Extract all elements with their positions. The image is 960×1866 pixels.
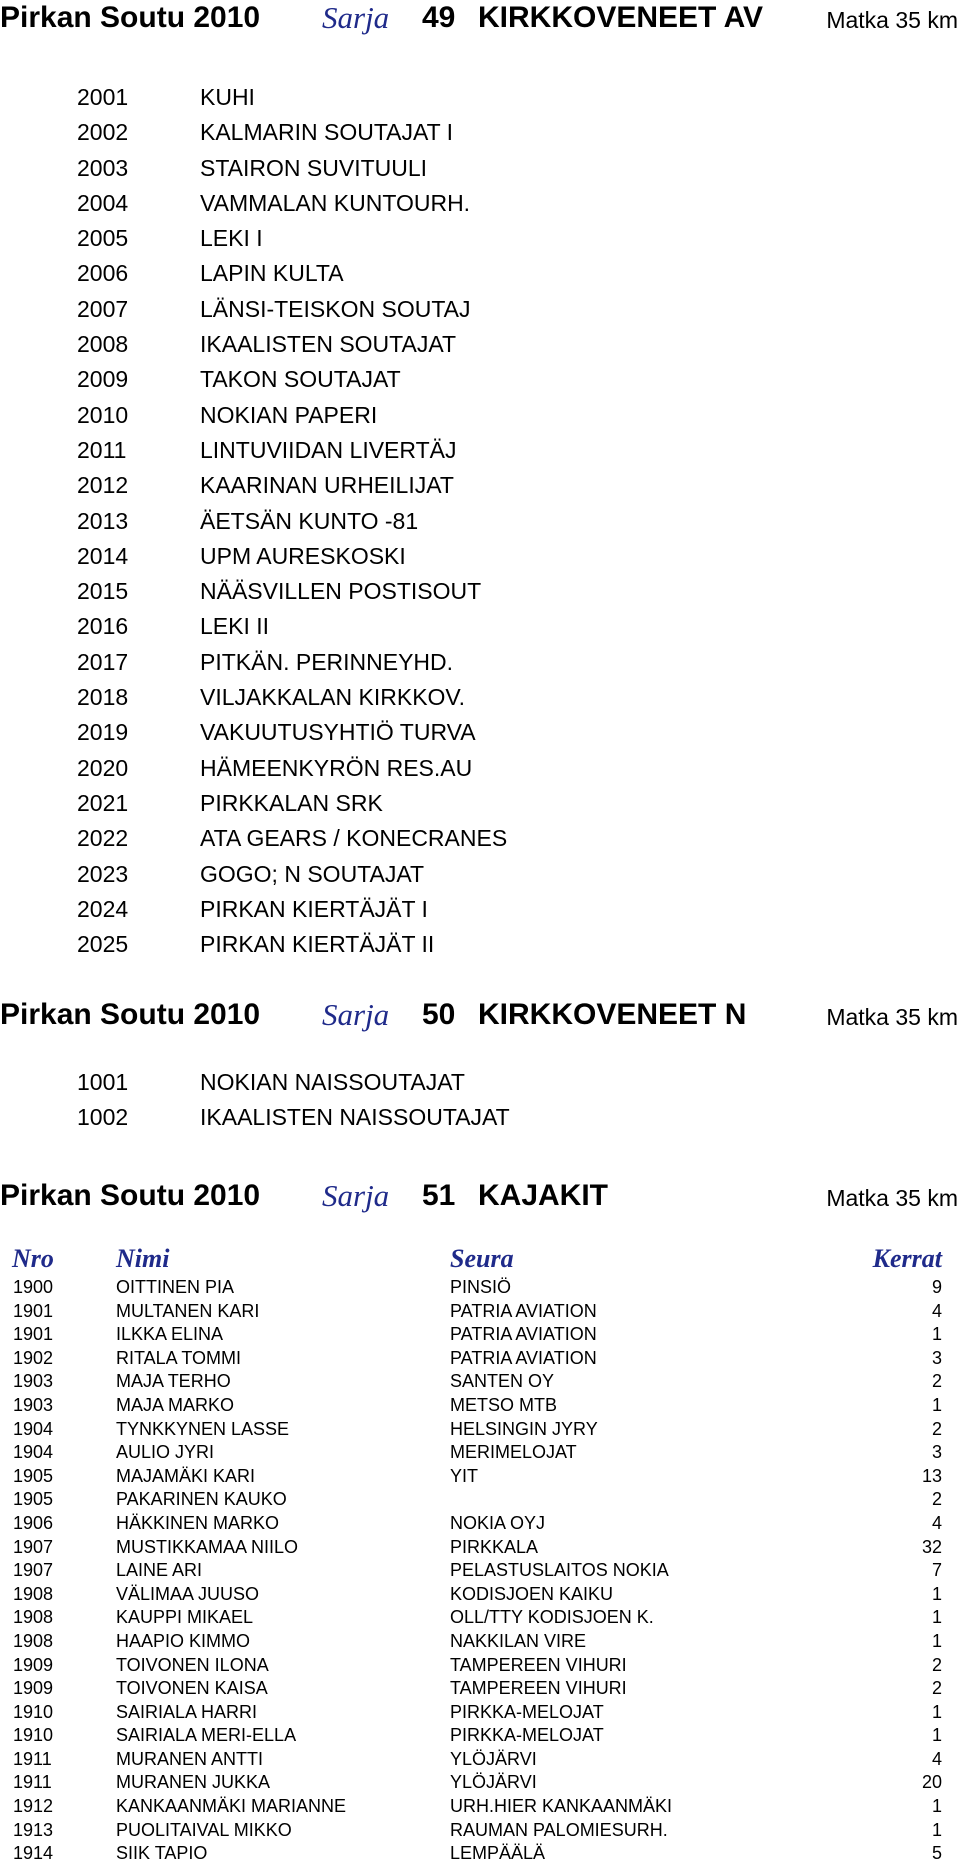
team-number: 2003 [77,154,129,181]
table-row [0,1795,960,1819]
row-nimi: TYNKKYNEN LASSE [116,1418,290,1439]
team-list-50 [0,1065,960,1136]
row-nimi: MAJA MARKO [116,1394,235,1415]
kajakit-table-body [0,1276,960,1866]
row-nimi: SAIRIALA HARRI [116,1701,258,1722]
table-row [0,1559,960,1583]
team-number: 2020 [77,754,129,781]
row-nro: 1911 [13,1748,52,1769]
team-row [0,292,960,327]
team-name: PIRKAN KIERTÄJÄT I [200,895,428,922]
team-name: KAARINAN URHEILIJAT [200,472,454,499]
row-seura: RAUMAN PALOMIESURH. [450,1819,668,1840]
team-name: KALMARIN SOUTAJAT I [200,119,454,146]
team-name: LINTUVIIDAN LIVERTÄJ [200,436,457,463]
team-row [0,221,960,256]
row-nro: 1905 [13,1489,54,1510]
team-number: 2025 [77,931,129,958]
team-number: 2022 [77,825,129,852]
row-nro: 1911 [13,1772,52,1793]
column-header-seura: Seura [450,1244,514,1273]
row-kerrat: 1 [931,1394,942,1415]
team-number: 2006 [77,260,129,287]
category-title: KIRKKOVENEET N [478,998,747,1031]
row-nimi: MURANEN JUKKA [116,1772,271,1793]
table-row [0,1606,960,1630]
team-row [0,186,960,221]
sarja-number: 51 [422,1179,456,1212]
table-row [0,1701,960,1725]
row-kerrat: 1 [931,1324,942,1345]
team-name: TAKON SOUTAJAT [200,366,401,393]
row-nimi: KAUPPI MIKAEL [116,1607,254,1628]
team-row [0,468,960,503]
team-number: 2017 [77,648,129,675]
row-kerrat: 13 [921,1465,942,1486]
table-row [0,1748,960,1772]
row-nro: 1909 [13,1678,54,1699]
row-kerrat: 1 [931,1796,942,1817]
table-row [0,1276,960,1300]
row-nro: 1913 [13,1819,54,1840]
table-row [0,1512,960,1536]
row-seura: TAMPEREEN VIHURI [450,1654,627,1675]
row-kerrat: 20 [921,1772,942,1793]
row-nimi: AULIO JYRI [116,1442,215,1463]
table-row [0,1441,960,1465]
team-row [0,927,960,962]
team-row [0,115,960,150]
team-row [0,539,960,574]
row-seura: PIRKKALA [450,1536,539,1557]
row-seura: NAKKILAN VIRE [450,1630,587,1651]
event-title: Pirkan Soutu 2010 [0,1,261,34]
row-seura: YIT [450,1465,479,1486]
row-nimi: PUOLITAIVAL MIKKO [116,1819,292,1840]
sarja-label: Sarja [322,0,390,35]
category-title: KAJAKIT [478,1179,609,1212]
table-row [0,1630,960,1654]
team-number: 2007 [77,295,129,322]
row-kerrat: 7 [931,1560,942,1581]
table-row [0,1488,960,1512]
table-row [0,1323,960,1347]
row-nro: 1905 [13,1465,54,1486]
row-seura: KODISJOEN KAIKU [450,1583,614,1604]
row-kerrat: 2 [931,1678,942,1699]
team-row [0,857,960,892]
row-seura: NOKIA OYJ [450,1512,546,1533]
team-number: 2019 [77,719,129,746]
table-row [0,1654,960,1678]
row-nimi: MUSTIKKAMAA NIILO [116,1536,299,1557]
row-seura: PINSIÖ [450,1277,512,1297]
row-nimi: TOIVONEN KAISA [116,1678,268,1699]
row-kerrat: 4 [931,1512,942,1533]
row-nro: 1903 [13,1371,54,1392]
table-row [0,1347,960,1371]
row-kerrat: 2 [931,1418,942,1439]
row-kerrat: 1 [931,1819,942,1840]
row-nro: 1908 [13,1630,54,1651]
table-row [0,1583,960,1607]
team-number: 2016 [77,613,129,640]
team-list-49 [0,80,960,962]
row-seura: PATRIA AVIATION [450,1347,597,1368]
row-nro: 1908 [13,1583,54,1604]
team-row [0,256,960,291]
row-seura: MERIMELOJAT [450,1442,577,1463]
sarja-number: 49 [422,1,456,34]
row-kerrat: 1 [931,1607,942,1628]
row-nimi: MAJAMÄKI KARI [116,1465,256,1486]
row-nimi: ILKKA ELINA [116,1324,224,1345]
distance-label: Matka 35 km [826,1004,958,1030]
row-nro: 1909 [13,1654,54,1675]
row-nimi: VÄLIMAA JUUSO [116,1583,260,1604]
table-row [0,1677,960,1701]
section-header-49 [0,0,960,40]
team-row [0,715,960,750]
row-nimi: MULTANEN KARI [116,1300,260,1321]
team-name: IKAALISTEN SOUTAJAT [200,331,457,358]
team-row [0,786,960,821]
row-kerrat: 1 [931,1583,942,1604]
row-nro: 1901 [13,1324,54,1345]
distance-label: Matka 35 km [826,1185,958,1211]
team-row [0,751,960,786]
row-nimi: HAAPIO KIMMO [116,1630,251,1651]
team-row [0,892,960,927]
section-header-51 [0,1178,960,1218]
row-seura: PELASTUSLAITOS NOKIA [450,1560,669,1581]
row-nro: 1908 [13,1607,54,1628]
row-kerrat: 5 [931,1843,942,1864]
team-number: 2014 [77,542,129,569]
team-name: LEKI II [200,613,270,640]
row-kerrat: 4 [931,1748,942,1769]
row-nimi: KANKAANMÄKI MARIANNE [116,1796,347,1817]
team-number: 2005 [77,225,129,252]
team-number: 2018 [77,684,129,711]
row-kerrat: 3 [931,1347,942,1368]
table-row [0,1536,960,1560]
team-name: HÄMEENKYRÖN RES.AU [200,754,473,781]
row-kerrat: 3 [931,1442,942,1463]
row-kerrat: 9 [931,1277,942,1297]
team-name: VILJAKKALAN KIRKKOV. [200,684,466,711]
team-name: PITKÄN. PERINNEYHD. [200,648,454,675]
row-seura: LEMPÄÄLÄ [450,1843,546,1864]
team-row [0,362,960,397]
team-name: KUHI [200,84,255,110]
table-row [0,1394,960,1418]
distance-label: Matka 35 km [826,7,958,33]
row-nimi: SAIRIALA MERI-ELLA [116,1725,297,1746]
row-seura: SANTEN OY [450,1371,555,1392]
table-row [0,1819,960,1843]
row-seura: YLÖJÄRVI [450,1748,537,1769]
team-row [0,574,960,609]
team-row [0,609,960,644]
event-title: Pirkan Soutu 2010 [0,998,261,1031]
row-nro: 1904 [13,1442,54,1463]
team-number: 2010 [77,401,129,428]
table-row [0,1842,960,1866]
team-number: 2001 [77,84,129,110]
team-row [0,398,960,433]
row-seura: YLÖJÄRVI [450,1772,537,1793]
team-name: NOKIAN PAPERI [200,401,378,428]
team-row [0,1065,960,1100]
table-row [0,1418,960,1442]
team-name: LEKI I [200,225,263,252]
team-number: 2008 [77,331,129,358]
team-name: PIRKKALAN SRK [200,789,383,816]
team-number: 2002 [77,119,129,146]
team-name: STAIRON SUVITUULI [200,154,428,181]
team-row [0,821,960,856]
table-row [0,1300,960,1324]
team-number: 2015 [77,578,129,605]
team-number: 2012 [77,472,129,499]
row-kerrat: 2 [931,1489,942,1510]
row-nimi: MAJA TERHO [116,1371,231,1392]
row-nimi: MURANEN ANTTI [116,1748,264,1769]
row-kerrat: 1 [931,1725,942,1746]
team-name: LÄNSI-TEISKON SOUTAJ [200,295,471,322]
team-row [0,80,960,115]
row-seura: PIRKKA-MELOJAT [450,1701,604,1722]
row-nimi: TOIVONEN ILONA [116,1654,269,1675]
team-number: 2011 [77,436,127,463]
row-nimi: HÄKKINEN MARKO [116,1512,280,1533]
team-name: PIRKAN KIERTÄJÄT II [200,931,435,958]
row-nro: 1910 [13,1701,54,1722]
team-row [0,327,960,362]
row-nro: 1914 [13,1843,54,1864]
team-name: IKAALISTEN NAISSOUTAJAT [200,1104,510,1131]
team-name: VAKUUTUSYHTIÖ TURVA [200,719,476,746]
team-number: 2009 [77,366,129,393]
row-kerrat: 4 [931,1300,942,1321]
team-number: 2013 [77,507,129,534]
sarja-label: Sarja [322,1178,390,1213]
row-nro: 1900 [13,1277,54,1297]
team-name: UPM AURESKOSKI [200,542,406,569]
row-seura: OLL/TTY KODISJOEN K. [450,1607,654,1628]
row-nro: 1910 [13,1725,54,1746]
row-nro: 1906 [13,1512,54,1533]
row-kerrat: 1 [931,1701,942,1722]
team-number: 2004 [77,189,129,216]
row-seura: PIRKKA-MELOJAT [450,1725,604,1746]
row-nro: 1903 [13,1394,54,1415]
table-row [0,1724,960,1748]
row-nimi: RITALA TOMMI [116,1347,242,1368]
team-name: ATA GEARS / KONECRANES [200,825,508,852]
row-kerrat: 2 [931,1371,942,1392]
team-number: 1001 [77,1069,129,1095]
column-header-nro: Nro [12,1244,54,1273]
section-header-50 [0,997,960,1037]
row-seura: PATRIA AVIATION [450,1324,597,1345]
column-header-kerrat: Kerrat [872,1244,942,1273]
sarja-number: 50 [422,998,456,1031]
event-title: Pirkan Soutu 2010 [0,1179,261,1212]
table-row [0,1771,960,1795]
team-name: GOGO; N SOUTAJAT [200,860,425,887]
sarja-label: Sarja [322,997,390,1032]
team-name: NÄÄSVILLEN POSTISOUT [200,578,482,605]
table-row [0,1465,960,1489]
row-kerrat: 1 [931,1630,942,1651]
team-number: 1002 [77,1104,129,1131]
row-nimi: LAINE ARI [116,1560,203,1581]
category-title: KIRKKOVENEET AV [478,1,764,34]
row-kerrat: 32 [921,1536,942,1557]
row-nro: 1907 [13,1560,54,1581]
kajakit-table-header [0,1242,960,1276]
team-name: LAPIN KULTA [200,260,344,287]
team-row [0,504,960,539]
team-number: 2023 [77,860,129,887]
table-row [0,1370,960,1394]
team-row [0,151,960,186]
team-number: 2024 [77,895,129,922]
team-row [0,433,960,468]
row-nro: 1902 [13,1347,54,1368]
team-row [0,680,960,715]
row-nro: 1901 [13,1300,54,1321]
team-row [0,1100,960,1135]
row-nimi: SIIK TAPIO [116,1843,208,1864]
row-nro: 1907 [13,1536,54,1557]
row-nimi: OITTINEN PIA [116,1277,235,1297]
row-seura: TAMPEREEN VIHURI [450,1678,627,1699]
team-name: ÄETSÄN KUNTO -81 [200,507,419,534]
row-nimi: PAKARINEN KAUKO [116,1489,287,1510]
team-row [0,645,960,680]
team-number: 2021 [77,789,129,816]
row-seura: PATRIA AVIATION [450,1300,597,1321]
row-nro: 1912 [13,1796,54,1817]
row-nro: 1904 [13,1418,54,1439]
team-name: NOKIAN NAISSOUTAJAT [200,1069,465,1095]
row-seura: URH.HIER KANKAANMÄKI [450,1796,673,1817]
row-seura: HELSINGIN JYRY [450,1418,598,1439]
team-name: VAMMALAN KUNTOURH. [200,189,471,216]
row-seura: METSO MTB [450,1394,557,1415]
row-kerrat: 2 [931,1654,942,1675]
column-header-nimi: Nimi [116,1244,170,1273]
